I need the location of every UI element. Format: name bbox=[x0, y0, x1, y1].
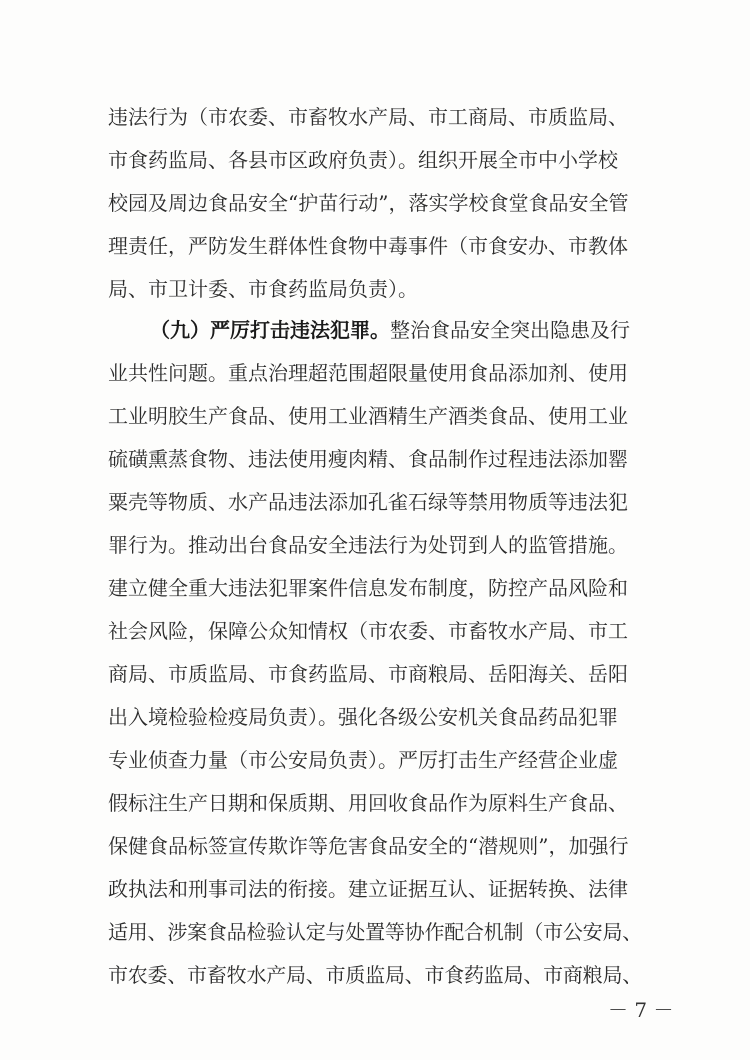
text-line: 政执法和刑事司法的衔接。建立证据互认、证据转换、法律 bbox=[108, 877, 628, 901]
text-fragment: 整治食品安全突出隐患及行 bbox=[390, 318, 630, 342]
text-line: 工业明胶生产食品、使用工业酒精生产酒类食品、使用工业 bbox=[108, 404, 628, 428]
text-line: 校园及周边食品安全“护苗行动”，落实学校食堂食品安全管 bbox=[108, 191, 629, 215]
text-line: 罪行为。推动出台食品安全违法行为处罚到人的监管措施。 bbox=[108, 533, 628, 557]
text-line: 市农委、市畜牧水产局、市质监局、市食药监局、市商粮局、 bbox=[108, 963, 642, 987]
text-line: 建立健全重大违法犯罪案件信息发布制度，防控产品风险和 bbox=[108, 576, 628, 600]
section-heading-line bbox=[150, 316, 630, 344]
text-line: 硫磺熏蒸食物、违法使用瘦肉精、食品制作过程违法添加罂 bbox=[108, 447, 628, 471]
text-line: 局、市卫计委、市食药监局负责）。 bbox=[108, 277, 418, 301]
text-line: 适用、涉案食品检验认定与处置等协作配合机制（市公安局、 bbox=[108, 920, 642, 944]
page-number: － 7 － bbox=[608, 998, 674, 1022]
text-line: 理责任，严防发生群体性食物中毒事件（市食安办、市教体 bbox=[108, 234, 628, 258]
text-line: 保健食品标签宣传欺诈等危害食品安全的“潜规则”，加强行 bbox=[108, 834, 629, 858]
text-line: 假标注生产日期和保质期、用回收食品作为原料生产食品、 bbox=[108, 791, 628, 815]
section-heading: （九）严厉打击违法犯罪。 bbox=[150, 318, 390, 342]
text-line: 商局、市质监局、市食药监局、市商粮局、岳阳海关、岳阳 bbox=[108, 662, 628, 686]
text-line: 市食药监局、各县市区政府负责）。组织开展全市中小学校 bbox=[108, 148, 618, 172]
text-line: 粟壳等物质、水产品违法添加孔雀石绿等禁用物质等违法犯 bbox=[108, 490, 628, 514]
text-line: 出入境检验检疫局负责）。强化各级公安机关食品药品犯罪 bbox=[108, 705, 618, 729]
text-line: 专业侦查力量（市公安局负责）。严厉打击生产经营企业虚 bbox=[108, 748, 618, 772]
text-line: 业共性问题。重点治理超范围超限量使用食品添加剂、使用 bbox=[108, 361, 628, 385]
text-line: 社会风险，保障公众知情权（市农委、市畜牧水产局、市工 bbox=[108, 619, 628, 643]
text-line: 违法行为（市农委、市畜牧水产局、市工商局、市质监局、 bbox=[108, 105, 628, 129]
